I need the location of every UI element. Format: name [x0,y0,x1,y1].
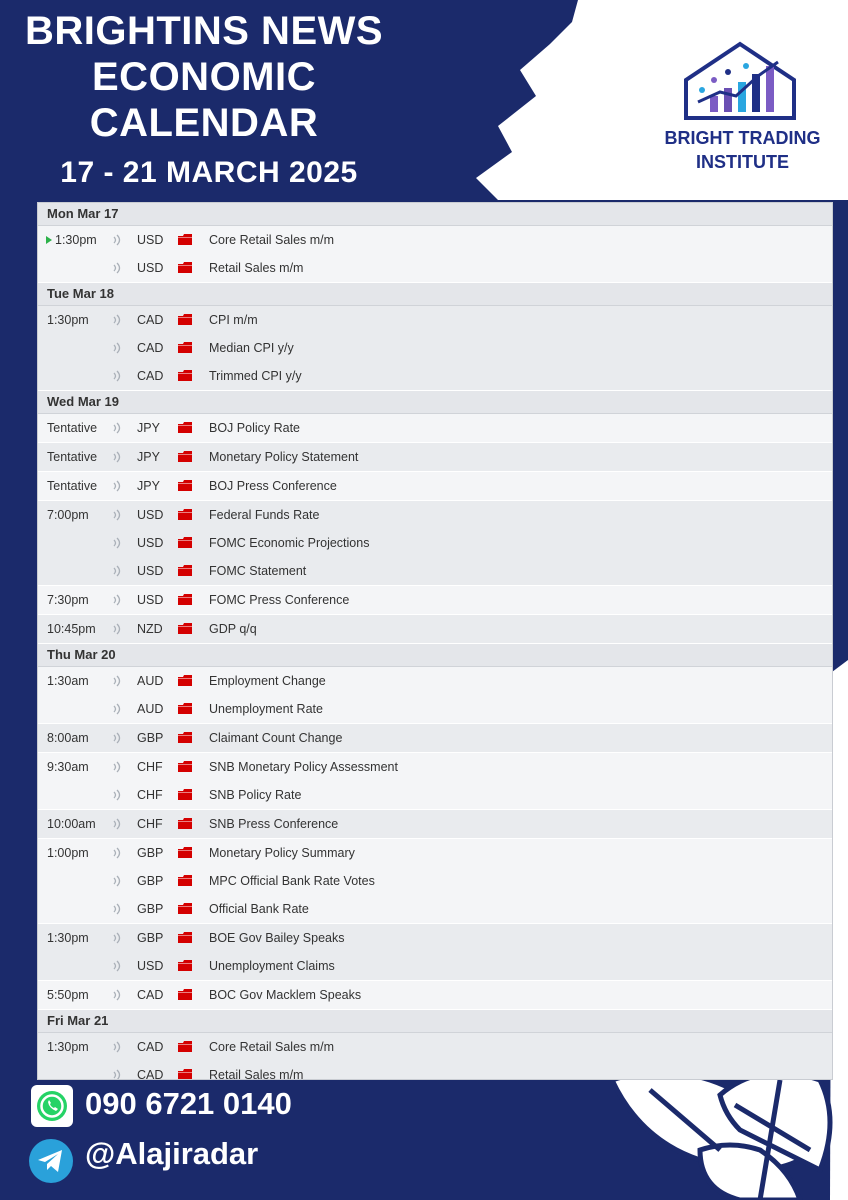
event-currency: NZD [137,622,163,636]
sound-alert-icon [112,818,122,830]
high-impact-folder-icon [177,341,193,354]
event-time: Tentative [47,450,98,464]
event-title[interactable]: Monetary Policy Summary [209,846,355,860]
high-impact-folder-icon [177,731,193,744]
event-currency: GBP [137,846,164,860]
event-title[interactable]: Core Retail Sales m/m [209,1040,335,1054]
event-title[interactable]: GDP q/q [209,622,257,636]
event-title[interactable]: Official Bank Rate [209,902,309,916]
brand-name-line-2: INSTITUTE [696,152,789,172]
event-time: 10:45pm [47,622,96,636]
headline-line-2: ECONOMIC [92,55,316,99]
event-currency: USD [137,536,164,550]
high-impact-folder-icon [177,261,193,274]
event-row[interactable] [38,867,832,895]
event-currency: GBP [137,931,164,945]
high-impact-folder-icon [177,536,193,549]
event-currency: CHF [137,817,163,831]
event-time: 1:30pm [47,313,89,327]
event-row[interactable] [38,810,832,838]
event-group [38,1033,832,1080]
event-title[interactable]: BOC Gov Macklem Speaks [209,988,362,1002]
sound-alert-icon [112,422,122,434]
whatsapp-icon [31,1085,73,1127]
sound-alert-icon [112,732,122,744]
current-event-icon [46,236,52,244]
event-currency: JPY [137,421,160,435]
event-row[interactable] [38,586,832,614]
sound-alert-icon [112,761,122,773]
event-row[interactable] [38,334,832,362]
event-title[interactable]: SNB Policy Rate [209,788,302,802]
high-impact-folder-icon [177,817,193,830]
high-impact-folder-icon [177,450,193,463]
sound-alert-icon [112,234,122,246]
sound-alert-icon [112,262,122,274]
day-header: Wed Mar 19 [38,391,832,414]
sound-alert-icon [112,1041,122,1053]
event-time: Tentative [47,421,98,435]
high-impact-folder-icon [177,421,193,434]
event-title[interactable]: BOE Gov Bailey Speaks [209,931,345,945]
event-row[interactable] [38,781,832,809]
event-group [38,753,832,810]
sound-alert-icon [112,932,122,944]
event-time: 7:00pm [47,508,89,522]
event-currency: CAD [137,313,164,327]
telegram-icon [28,1138,74,1184]
event-group [38,839,832,924]
sound-alert-icon [112,703,122,715]
high-impact-folder-icon [177,313,193,326]
event-row[interactable] [38,695,832,723]
event-row[interactable] [38,226,832,254]
event-group [38,724,832,753]
event-time: 1:00pm [47,846,89,860]
event-title[interactable]: CPI m/m [209,313,258,327]
sound-alert-icon [112,342,122,354]
economic-calendar-table [37,202,833,1080]
sound-alert-icon [112,789,122,801]
sound-alert-icon [112,960,122,972]
event-title[interactable]: BOJ Policy Rate [209,421,301,435]
event-currency: GBP [137,874,164,888]
event-group [38,501,832,586]
high-impact-folder-icon [177,959,193,972]
sound-alert-icon [112,509,122,521]
headline-line-1: BRIGHTINS NEWS [24,9,384,53]
high-impact-folder-icon [177,369,193,382]
day-header: Tue Mar 18 [38,283,832,306]
event-row[interactable] [38,753,832,781]
event-row[interactable] [38,981,832,1009]
event-time: 5:50pm [47,988,89,1002]
high-impact-folder-icon [177,846,193,859]
headline [0,8,408,146]
sound-alert-icon [112,480,122,492]
event-currency: CAD [137,1068,164,1080]
event-row[interactable] [38,414,832,442]
event-group [38,472,832,501]
event-row[interactable] [38,839,832,867]
event-group [38,667,832,724]
event-currency: USD [137,233,164,247]
event-currency: CAD [137,1040,164,1054]
event-title[interactable]: SNB Monetary Policy Assessment [209,760,398,774]
day-header: Thu Mar 20 [38,644,832,667]
event-row[interactable] [38,362,832,390]
event-title[interactable]: BOJ Press Conference [209,479,337,493]
event-title[interactable]: Unemployment Claims [209,959,335,973]
day-header: Fri Mar 21 [38,1010,832,1033]
high-impact-folder-icon [177,622,193,635]
sound-alert-icon [112,370,122,382]
event-group [38,981,832,1010]
event-row[interactable] [38,501,832,529]
event-row[interactable] [38,529,832,557]
high-impact-folder-icon [177,233,193,246]
event-currency: CHF [137,788,163,802]
event-currency: USD [137,959,164,973]
bright-trading-logo [680,40,800,122]
sound-alert-icon [112,989,122,1001]
sound-alert-icon [112,675,122,687]
event-currency: CAD [137,988,164,1002]
event-time: 7:30pm [47,593,89,607]
date-range: 17 - 21 MARCH 2025 [60,156,358,189]
headline-line-3: CALENDAR [89,101,319,145]
high-impact-folder-icon [177,508,193,521]
event-title[interactable]: FOMC Economic Projections [209,536,370,550]
event-time: 8:00am [47,731,89,745]
sound-alert-icon [112,537,122,549]
event-title[interactable]: Claimant Count Change [209,731,343,745]
event-row[interactable] [38,1033,832,1061]
event-time: 9:30am [47,760,89,774]
telegram-handle[interactable]: @Alajiradar [85,1136,259,1171]
event-group [38,414,832,443]
event-time: 1:30pm [55,233,97,247]
high-impact-folder-icon [177,479,193,492]
event-group [38,615,832,644]
sound-alert-icon [112,1069,122,1080]
event-row[interactable] [38,952,832,980]
sound-alert-icon [112,623,122,635]
event-currency: GBP [137,731,164,745]
event-currency: CAD [137,341,164,355]
event-currency: USD [137,564,164,578]
event-row[interactable] [38,1061,832,1080]
event-group [38,810,832,839]
event-time: Tentative [47,479,98,493]
event-title[interactable]: Employment Change [209,674,326,688]
brand-name [645,126,840,174]
event-time: 10:00am [47,817,96,831]
whatsapp-number[interactable]: 090 6721 0140 [85,1086,292,1121]
event-time: 1:30pm [47,931,89,945]
event-group [38,226,832,283]
event-currency: AUD [137,702,164,716]
high-impact-folder-icon [177,760,193,773]
event-title[interactable]: Unemployment Rate [209,702,323,716]
brand-name-line-1: BRIGHT TRADING [664,128,821,148]
event-group [38,306,832,391]
event-title[interactable]: Monetary Policy Statement [209,450,359,464]
event-row[interactable] [38,724,832,752]
event-title[interactable]: Retail Sales m/m [209,261,304,275]
event-row[interactable] [38,895,832,923]
event-row[interactable] [38,306,832,334]
event-row[interactable] [38,443,832,471]
event-row[interactable] [38,472,832,500]
day-header: Mon Mar 17 [38,203,832,226]
sound-alert-icon [112,903,122,915]
event-time: 1:30am [47,674,89,688]
event-currency: CAD [137,369,164,383]
event-title[interactable]: FOMC Statement [209,564,307,578]
event-row[interactable] [38,254,832,282]
event-title[interactable]: Retail Sales m/m [209,1068,304,1080]
sound-alert-icon [112,875,122,887]
high-impact-folder-icon [177,988,193,1001]
event-group [38,586,832,615]
high-impact-folder-icon [177,674,193,687]
event-currency: JPY [137,479,160,493]
high-impact-folder-icon [177,1040,193,1053]
event-time: 1:30pm [47,1040,89,1054]
event-title[interactable]: Trimmed CPI y/y [209,369,302,383]
event-currency: GBP [137,902,164,916]
high-impact-folder-icon [177,931,193,944]
leaf-decoration [612,1072,830,1200]
high-impact-folder-icon [177,874,193,887]
event-row[interactable] [38,667,832,695]
event-group [38,443,832,472]
event-currency: USD [137,508,164,522]
high-impact-folder-icon [177,564,193,577]
event-title[interactable]: FOMC Press Conference [209,593,350,607]
event-currency: JPY [137,450,160,464]
event-title[interactable]: SNB Press Conference [209,817,339,831]
high-impact-folder-icon [177,593,193,606]
event-currency: USD [137,593,164,607]
event-row[interactable] [38,557,832,585]
event-group [38,924,832,981]
event-title[interactable]: Median CPI y/y [209,341,294,355]
event-currency: AUD [137,674,164,688]
sound-alert-icon [112,314,122,326]
sound-alert-icon [112,565,122,577]
sound-alert-icon [112,847,122,859]
event-currency: USD [137,261,164,275]
event-title[interactable]: MPC Official Bank Rate Votes [209,874,375,888]
high-impact-folder-icon [177,788,193,801]
high-impact-folder-icon [177,1068,193,1080]
high-impact-folder-icon [177,702,193,715]
sound-alert-icon [112,594,122,606]
sound-alert-icon [112,451,122,463]
event-title[interactable]: Core Retail Sales m/m [209,233,335,247]
event-title[interactable]: Federal Funds Rate [209,508,320,522]
event-row[interactable] [38,924,832,952]
event-row[interactable] [38,615,832,643]
event-currency: CHF [137,760,163,774]
high-impact-folder-icon [177,902,193,915]
